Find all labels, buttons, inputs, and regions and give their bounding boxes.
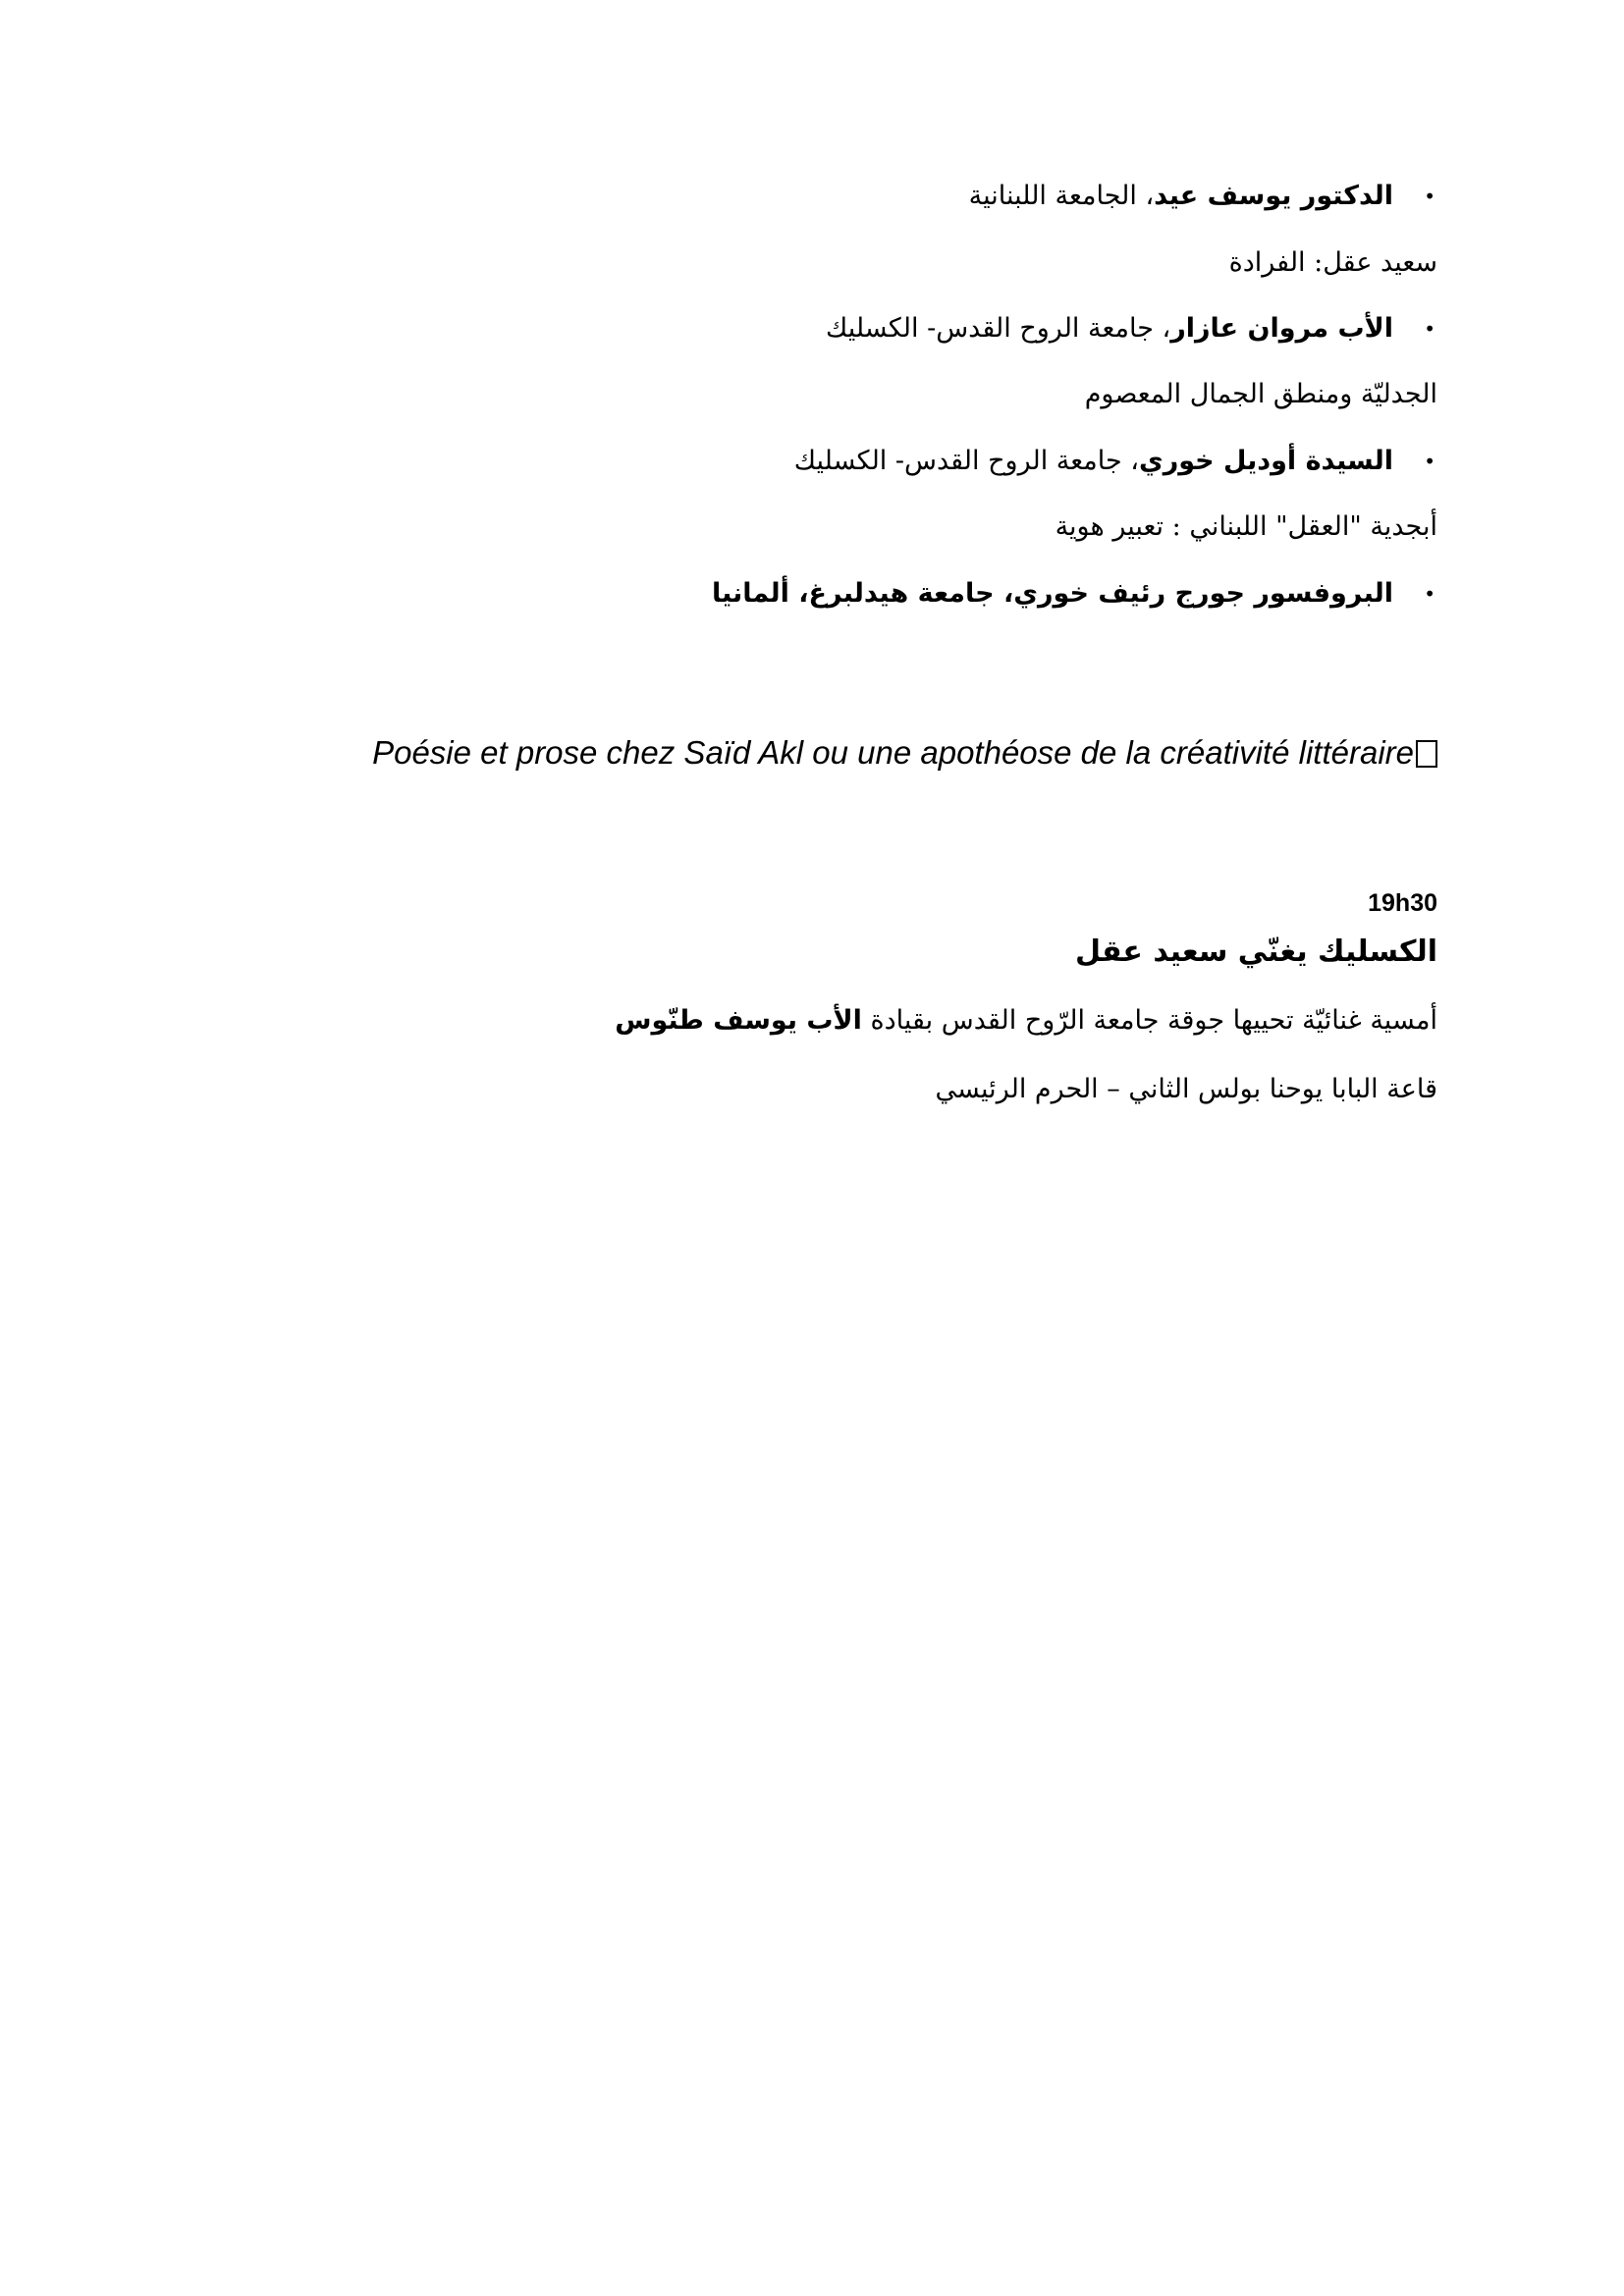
speaker-4-name: البروفسور جورج رئيف خوري، جامعة هيدلبرغ، ألمانيا bbox=[711, 578, 1393, 609]
speaker-2-affiliation: ، جامعة الروح القدس- الكسليك bbox=[825, 313, 1171, 344]
speaker-4-line bbox=[215, 574, 1435, 614]
missing-glyph-box-icon bbox=[1416, 740, 1437, 768]
speaker-2-talk: الجدليّة ومنطق الجمال المعصوم bbox=[1084, 379, 1437, 409]
event-description bbox=[259, 1001, 1437, 1041]
event-description-text: أمسية غنائيّة تحييها جوقة جامعة الرّوح القدس بقيادة bbox=[861, 1005, 1437, 1036]
speaker-3-affiliation: ، جامعة الروح القدس- الكسليك bbox=[793, 446, 1139, 476]
speaker-1-affiliation: ، الجامعة اللبنانية bbox=[968, 181, 1155, 211]
speaker-1-talk: سعيد عقل: الفرادة bbox=[1228, 247, 1437, 278]
event-conductor: الأب يوسف طنّوس bbox=[615, 1005, 862, 1036]
bullet-icon: • bbox=[1424, 317, 1435, 341]
event-venue: قاعة البابا يوحنا بولس الثاني – الحرم الرئيسي bbox=[935, 1074, 1437, 1104]
speaker-2-name: الأب مروان عازار bbox=[1170, 313, 1393, 344]
event-time: 19h30 bbox=[1368, 889, 1437, 917]
event-title-line bbox=[259, 933, 1437, 973]
speaker-4-talk bbox=[63, 731, 1437, 774]
speaker-1-line bbox=[215, 177, 1435, 216]
speaker-1-name: الدكتور يوسف عيد bbox=[1154, 181, 1393, 211]
event-title: الكسليك يغنّي سعيد عقل bbox=[1075, 934, 1437, 969]
speaker-3-talk: أبجدية "العقل" اللبناني : تعبير هوية bbox=[1055, 511, 1437, 542]
bullet-icon: • bbox=[1424, 185, 1435, 208]
speaker-3-line bbox=[215, 442, 1435, 481]
bullet-icon: • bbox=[1424, 450, 1435, 473]
bullet-icon: • bbox=[1424, 582, 1435, 606]
speaker-3-name: السيدة أوديل خوري bbox=[1138, 446, 1393, 476]
speaker-2-line bbox=[215, 309, 1435, 348]
speaker-4-talk-text: Poésie et prose chez Saïd Akl ou une apothéose de la créativité littéraire bbox=[372, 734, 1414, 771]
